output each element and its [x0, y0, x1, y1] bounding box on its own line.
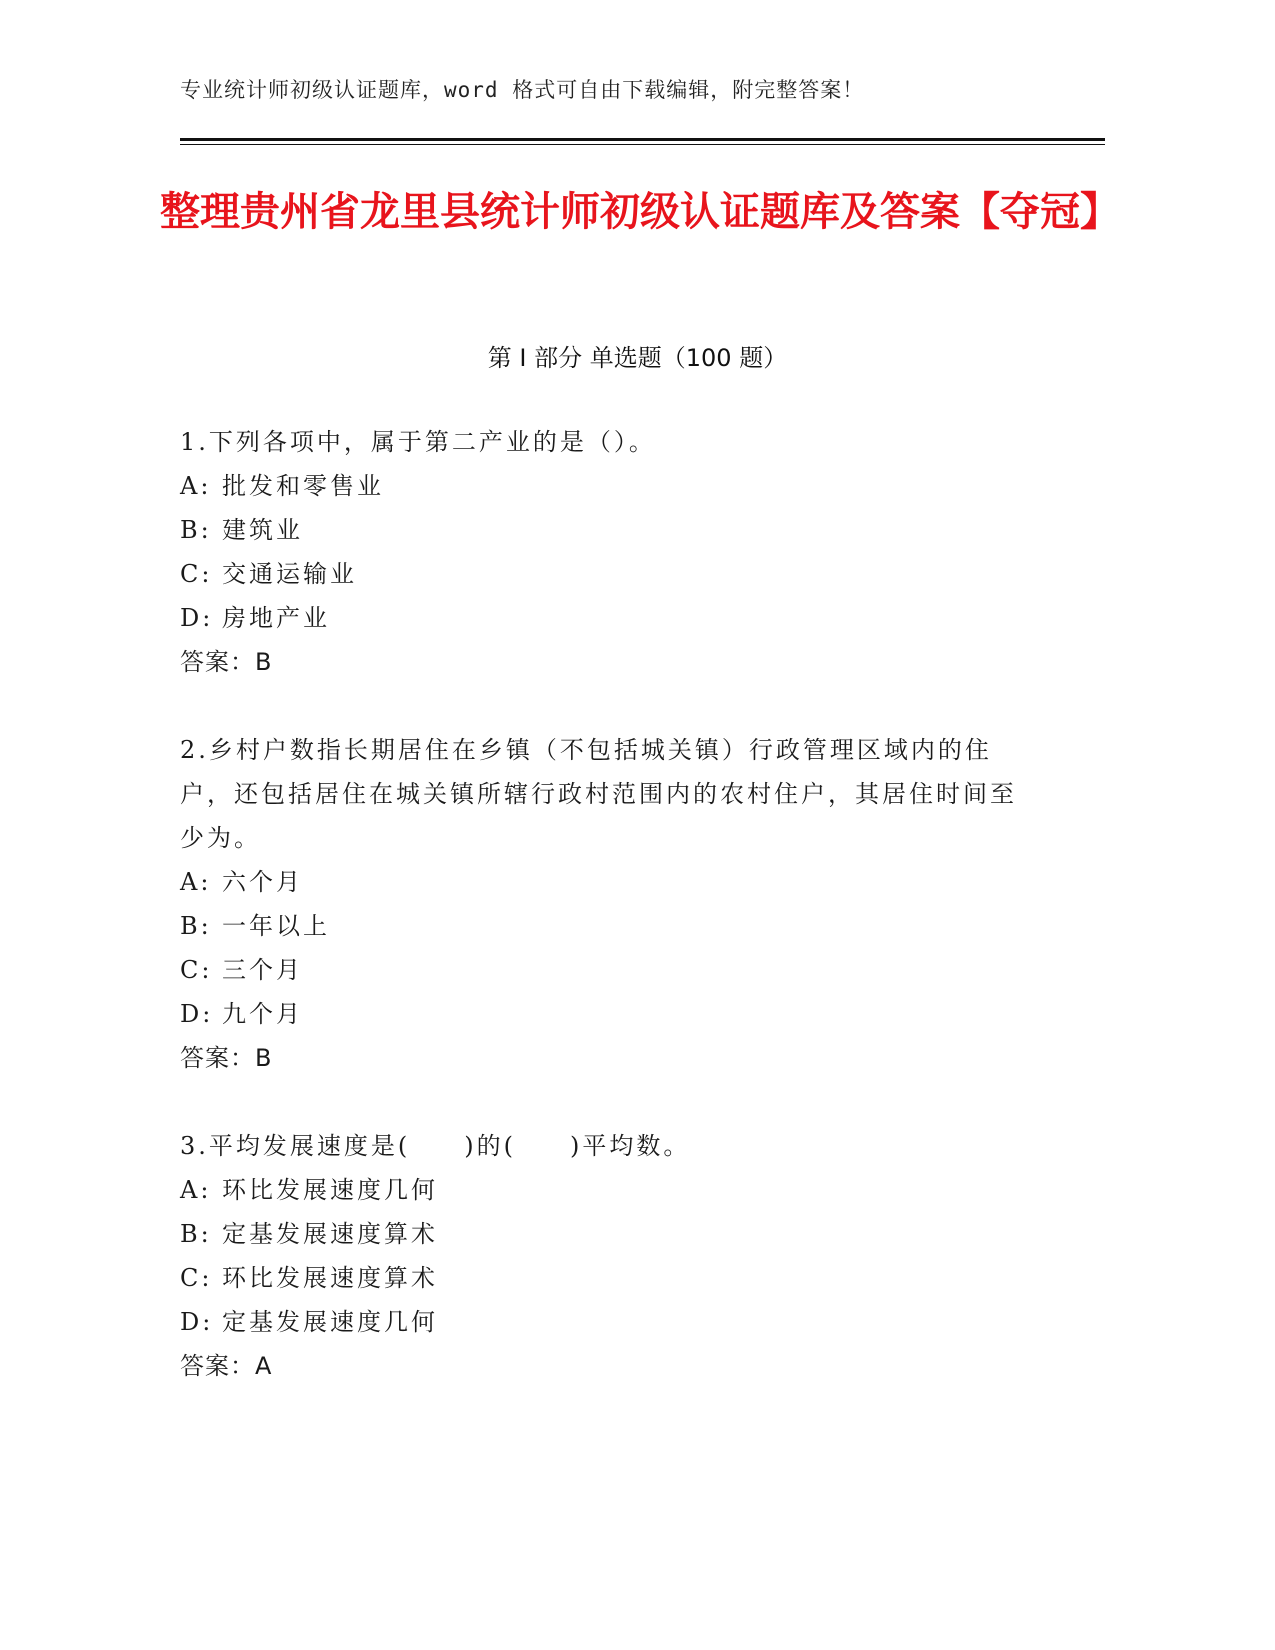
question-text: 1.下列各项中，属于第二产业的是（）。	[180, 428, 656, 456]
option-a	[180, 1168, 1040, 1212]
option-text: 环比发展速度几何	[222, 1176, 438, 1204]
question-1	[180, 420, 1040, 684]
option-text: 环比发展速度算术	[222, 1264, 438, 1292]
option-text: 批发和零售业	[222, 472, 384, 500]
option-key: D:	[180, 604, 214, 632]
option-key: C:	[180, 560, 213, 588]
option-key: A:	[180, 1176, 212, 1204]
option-b	[180, 508, 1040, 552]
option-d	[180, 1300, 1040, 1344]
option-a	[180, 860, 1040, 904]
option-text: 六个月	[222, 868, 303, 896]
option-key: B:	[180, 1220, 212, 1248]
option-c	[180, 948, 1040, 992]
option-text: 定基发展速度算术	[222, 1220, 438, 1248]
answer-line	[180, 640, 1040, 684]
option-key: A:	[180, 868, 212, 896]
question-list	[180, 420, 1040, 1432]
option-text: 房地产业	[222, 604, 330, 632]
header-rule-thick	[180, 138, 1105, 141]
header-rule-thin	[180, 144, 1105, 145]
option-a	[180, 464, 1040, 508]
question-text: 3.平均发展速度是( )的( )平均数。	[180, 1132, 691, 1160]
answer-line	[180, 1036, 1040, 1080]
option-text: 一年以上	[222, 912, 330, 940]
section-heading: 第 I 部分 单选题（100 题）	[487, 344, 788, 372]
answer-label: 答案：	[180, 648, 255, 676]
option-key: D:	[180, 1000, 214, 1028]
option-key: C:	[180, 956, 213, 984]
answer-line	[180, 1344, 1040, 1388]
header-note: 专业统计师初级认证题库，word 格式可自由下载编辑，附完整答案！	[180, 78, 865, 102]
option-c	[180, 552, 1040, 596]
option-d	[180, 596, 1040, 640]
option-text: 三个月	[222, 956, 303, 984]
document-title: 整理贵州省龙里县统计师初级认证题库及答案【夺冠】	[160, 189, 1120, 235]
question-text: 2.乡村户数指长期居住在乡镇（不包括城关镇）行政管理区域内的住户，还包括居住在城关镇所辖行政村范围内的农村住户，其居住时间至少为。	[180, 736, 1017, 852]
answer-value: A	[255, 1352, 273, 1380]
option-text: 建筑业	[222, 516, 303, 544]
option-text: 九个月	[222, 1000, 303, 1028]
option-key: B:	[180, 912, 212, 940]
option-b	[180, 904, 1040, 948]
option-key: B:	[180, 516, 212, 544]
answer-value: B	[255, 648, 273, 676]
option-key: C:	[180, 1264, 213, 1292]
question-2	[180, 728, 1040, 1080]
option-d	[180, 992, 1040, 1036]
answer-label: 答案：	[180, 1044, 255, 1072]
option-key: A:	[180, 472, 212, 500]
option-text: 交通运输业	[222, 560, 357, 588]
question-3	[180, 1124, 1040, 1388]
option-b	[180, 1212, 1040, 1256]
option-text: 定基发展速度几何	[222, 1308, 438, 1336]
answer-label: 答案：	[180, 1352, 255, 1380]
option-c	[180, 1256, 1040, 1300]
answer-value: B	[255, 1044, 273, 1072]
option-key: D:	[180, 1308, 214, 1336]
